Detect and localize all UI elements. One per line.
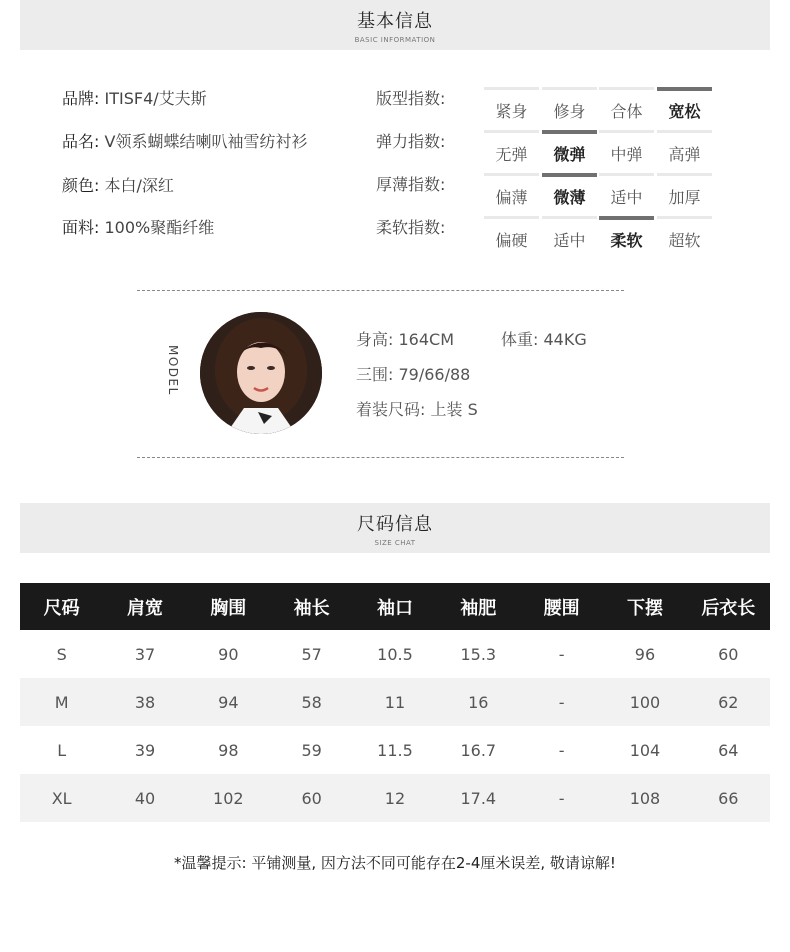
index-bar <box>599 130 654 133</box>
size-table-body <box>20 630 770 822</box>
fit-index-label: 版型指数: <box>376 89 446 108</box>
table-cell: 12 <box>353 774 436 822</box>
size-table-header-cell: 尺码 <box>20 583 103 630</box>
size-info-subtitle: SIZE CHAT <box>374 539 416 547</box>
size-table-header-cell: 袖肥 <box>437 583 520 630</box>
index-active-bar <box>542 173 597 177</box>
table-row <box>20 678 770 726</box>
table-cell: M <box>20 678 103 726</box>
product-name-label: 品名: <box>62 132 100 151</box>
table-cell: 102 <box>187 774 270 822</box>
index-bar <box>542 87 597 90</box>
fabric-value: 100%聚酯纤维 <box>104 218 215 237</box>
table-cell: 16.7 <box>460 740 497 760</box>
table-cell: 60 <box>270 774 353 822</box>
index-option-label: 柔软 <box>610 231 643 250</box>
table-cell: - <box>520 678 603 726</box>
thickness-index-label: 厚薄指数: <box>376 175 446 194</box>
index-option-label: 偏硬 <box>495 231 528 250</box>
table-cell: 59 <box>301 740 322 760</box>
index-bar <box>657 216 712 219</box>
color-value: 本白/深红 <box>104 176 174 195</box>
table-cell: 16 <box>437 678 520 726</box>
basic-info-header <box>20 0 770 50</box>
index-option <box>542 216 597 251</box>
table-cell: 108 <box>603 774 686 822</box>
color-label: 颜色: <box>62 176 100 195</box>
table-cell: 96 <box>634 644 656 664</box>
table-cell: 64 <box>718 740 739 760</box>
brand-value: ITISF4/艾夫斯 <box>104 89 207 108</box>
table-cell: 38 <box>103 678 186 726</box>
size-table-header-cell: 腰围 <box>520 583 603 630</box>
index-bar <box>484 87 539 90</box>
index-option <box>484 216 539 251</box>
index-active-bar <box>599 216 654 220</box>
product-name-row <box>62 129 307 152</box>
index-option-label: 加厚 <box>668 188 701 207</box>
table-cell: 10.5 <box>377 644 413 664</box>
size-table-header-row <box>20 583 770 630</box>
index-option <box>542 130 597 165</box>
size-table-header-cell: 肩宽 <box>103 583 186 630</box>
index-bar <box>484 130 539 133</box>
index-option <box>542 87 597 122</box>
index-option <box>599 216 654 251</box>
table-cell: - <box>558 740 565 760</box>
fabric-row <box>62 215 214 238</box>
size-table-header-cell: 袖长 <box>270 583 353 630</box>
table-cell: 98 <box>218 740 239 760</box>
table-cell: 100 <box>603 678 686 726</box>
index-bar <box>542 216 597 219</box>
index-option <box>657 173 712 208</box>
table-cell: 57 <box>301 644 322 664</box>
table-cell: 94 <box>187 678 270 726</box>
index-option <box>484 130 539 165</box>
index-bar <box>657 130 712 133</box>
index-option-label: 偏薄 <box>495 188 528 207</box>
table-cell: 62 <box>687 678 770 726</box>
table-row <box>20 774 770 822</box>
index-option-label: 微弹 <box>553 145 586 164</box>
divider-bottom <box>137 457 624 458</box>
table-cell: L <box>57 740 67 760</box>
size-table-header-cell: 袖口 <box>353 583 436 630</box>
table-cell: 60 <box>718 644 739 664</box>
table-cell: S <box>56 644 67 664</box>
index-option <box>484 87 539 122</box>
basic-info-subtitle: BASIC INFORMATION <box>354 36 436 44</box>
table-cell: 90 <box>218 644 239 664</box>
stretch-index-label: 弹力指数: <box>376 132 446 151</box>
size-table-header-cell: 下摆 <box>603 583 686 630</box>
table-cell: 37 <box>134 644 156 664</box>
index-option-label: 适中 <box>553 231 586 250</box>
table-cell: - <box>520 774 603 822</box>
index-option-label: 无弹 <box>495 145 528 164</box>
size-table-header-cell: 胸围 <box>187 583 270 630</box>
table-cell: 15.3 <box>460 644 497 664</box>
model-measurements: 三围: 79/66/88 <box>356 365 471 384</box>
product-name-value: V领系蝴蝶结喇叭袖雪纺衬衫 <box>104 132 308 151</box>
size-info-title: 尺码信息 <box>357 514 433 535</box>
index-option-label: 紧身 <box>495 102 528 121</box>
index-bar <box>657 173 712 176</box>
index-option-label: 微薄 <box>553 188 586 207</box>
model-wearing-size: 着装尺码: 上装 S <box>356 400 478 419</box>
index-option-label: 中弹 <box>610 145 643 164</box>
table-cell: 11.5 <box>377 740 413 760</box>
size-info-header <box>20 503 770 553</box>
basic-info-title: 基本信息 <box>357 11 433 32</box>
table-cell: 58 <box>270 678 353 726</box>
fabric-label: 面料: <box>62 218 100 237</box>
table-cell: - <box>558 644 565 664</box>
index-option-label: 超软 <box>668 231 701 250</box>
index-bar <box>484 216 539 219</box>
index-option-label: 合体 <box>610 102 643 121</box>
index-option-label: 宽松 <box>668 102 701 121</box>
brand-row <box>62 86 207 109</box>
table-cell: 39 <box>134 740 156 760</box>
index-option <box>542 173 597 208</box>
index-bar <box>599 87 654 90</box>
divider-top <box>137 290 624 291</box>
index-option <box>657 87 712 122</box>
table-cell: 11 <box>353 678 436 726</box>
index-option <box>484 173 539 208</box>
index-active-bar <box>542 130 597 134</box>
softness-index-label: 柔软指数: <box>376 218 446 237</box>
model-height: 身高: 164CM <box>356 330 454 349</box>
index-option <box>599 173 654 208</box>
index-bar <box>599 173 654 176</box>
color-row <box>62 173 174 196</box>
index-option <box>599 130 654 165</box>
table-cell: XL <box>20 774 103 822</box>
measurement-tip: *温馨提示: 平铺测量, 因方法不同可能存在2-4厘米误差, 敬请谅解! <box>174 854 616 872</box>
index-option-label: 适中 <box>610 188 643 207</box>
index-bar <box>484 173 539 176</box>
index-option <box>599 87 654 122</box>
index-option <box>657 130 712 165</box>
table-cell: 40 <box>103 774 186 822</box>
table-cell: 66 <box>687 774 770 822</box>
model-title: MODEL <box>166 345 180 396</box>
table-cell: 104 <box>629 740 661 760</box>
size-table <box>20 583 770 822</box>
model-weight: 体重: 44KG <box>501 330 587 349</box>
model-portrait-icon <box>200 312 322 434</box>
index-option-label: 高弹 <box>668 145 701 164</box>
table-cell: 17.4 <box>437 774 520 822</box>
brand-label: 品牌: <box>62 89 100 108</box>
index-option <box>657 216 712 251</box>
index-active-bar <box>657 87 712 91</box>
index-option-label: 修身 <box>553 102 586 121</box>
table-row <box>20 630 770 678</box>
size-table-header-cell: 后衣长 <box>687 583 770 630</box>
table-row <box>20 726 770 774</box>
